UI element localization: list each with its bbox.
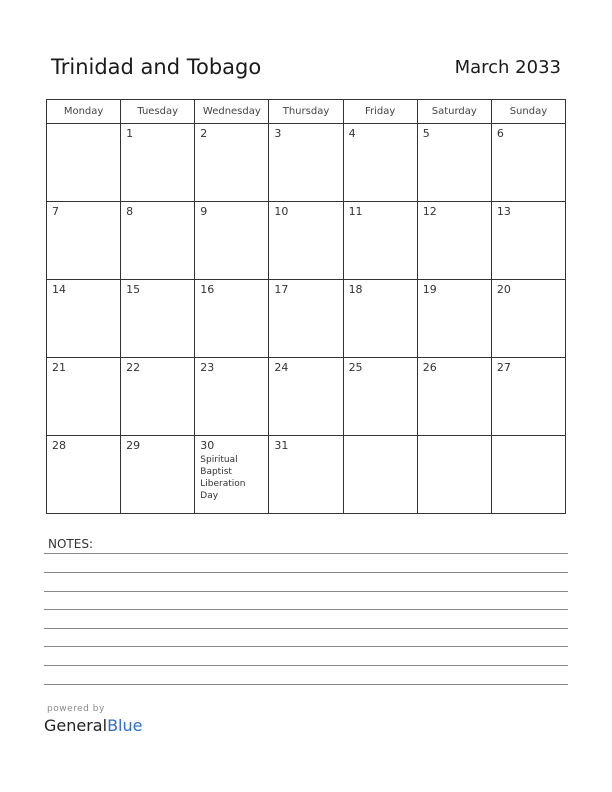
- day-number: 13: [496, 205, 511, 218]
- day-number: 23: [200, 361, 215, 374]
- calendar-country-title: Trinidad and Tobago: [51, 55, 262, 79]
- calendar-month-title: March 2033: [454, 57, 561, 78]
- calendar-day-cell: [121, 280, 195, 358]
- calendar-grid: [46, 99, 566, 514]
- day-number: 18: [348, 283, 363, 296]
- day-number: 10: [274, 205, 289, 218]
- calendar-week-row: [47, 358, 566, 436]
- day-number: 2: [200, 127, 208, 140]
- note-line: [44, 553, 568, 554]
- weekday-header: Sunday: [491, 100, 565, 124]
- calendar-day-cell: [417, 436, 491, 514]
- calendar-day-cell: [47, 202, 121, 280]
- weekday-header-row: [47, 100, 566, 124]
- day-number: 14: [52, 283, 66, 296]
- day-number: 26: [422, 361, 437, 374]
- holiday-label: Spiritual Baptist Liberation Day: [200, 455, 246, 501]
- note-line: [44, 591, 568, 592]
- weekday-header: Thursday: [269, 100, 343, 124]
- weekday-header: Tuesday: [121, 100, 195, 124]
- note-line: [44, 609, 568, 610]
- calendar-day-cell: [121, 436, 195, 514]
- day-number: 6: [496, 127, 504, 140]
- weekday-header: Friday: [343, 100, 417, 124]
- calendar-week-row: [47, 436, 566, 514]
- calendar-day-cell: [269, 436, 343, 514]
- day-number: 31: [274, 439, 289, 452]
- calendar-day-cell: [491, 202, 565, 280]
- note-line: [44, 665, 568, 666]
- calendar-day-cell: [417, 124, 491, 202]
- calendar-day-cell: [269, 202, 343, 280]
- calendar-day-cell: [47, 358, 121, 436]
- calendar-day-cell: [121, 358, 195, 436]
- day-number: 25: [348, 361, 363, 374]
- calendar-day-cell: [121, 124, 195, 202]
- powered-by-text: powered by: [47, 704, 105, 714]
- weekday-header: Wednesday: [195, 100, 269, 124]
- calendar-week-row: [47, 202, 566, 280]
- day-number: 24: [274, 361, 289, 374]
- day-number: 9: [200, 205, 208, 218]
- day-number: 5: [422, 127, 430, 140]
- calendar-day-cell: [491, 358, 565, 436]
- calendar-day-cell: [343, 280, 417, 358]
- calendar-day-cell: [491, 436, 565, 514]
- calendar-day-cell: [269, 358, 343, 436]
- day-number: 30: [200, 439, 215, 452]
- brand-text-general: General: [44, 716, 108, 735]
- calendar-day-cell: [195, 124, 269, 202]
- calendar-day-cell: [121, 202, 195, 280]
- calendar-day-cell: [47, 436, 121, 514]
- notes-label: NOTES:: [48, 537, 93, 551]
- day-number: 17: [274, 283, 289, 296]
- calendar-day-cell: [269, 124, 343, 202]
- calendar-day-cell: [195, 202, 269, 280]
- day-number: 8: [126, 205, 134, 218]
- weekday-header: Monday: [47, 100, 121, 124]
- calendar-day-cell: [195, 280, 269, 358]
- calendar-week-row: [47, 280, 566, 358]
- calendar-day-cell: [343, 124, 417, 202]
- calendar-day-cell: [195, 358, 269, 436]
- day-number: 12: [422, 205, 437, 218]
- calendar-day-cell: [195, 436, 269, 514]
- calendar-day-cell: [343, 436, 417, 514]
- day-number: 15: [126, 283, 141, 296]
- calendar-day-cell: [417, 358, 491, 436]
- day-number: 20: [496, 283, 511, 296]
- calendar-day-cell: [417, 280, 491, 358]
- calendar-day-cell: [47, 280, 121, 358]
- calendar-day-cell: [343, 202, 417, 280]
- day-number: 29: [126, 439, 141, 452]
- day-number: 19: [422, 283, 437, 296]
- note-line: [44, 628, 568, 629]
- calendar-day-cell: [417, 202, 491, 280]
- calendar-day-cell: [491, 124, 565, 202]
- note-line: [44, 646, 568, 647]
- day-number: 16: [200, 283, 215, 296]
- calendar-day-cell: [269, 280, 343, 358]
- day-number: 28: [52, 439, 66, 452]
- weekday-header: Saturday: [417, 100, 491, 124]
- day-number: 22: [126, 361, 141, 374]
- day-number: 7: [52, 205, 59, 218]
- day-number: 1: [126, 127, 134, 140]
- day-number: 11: [348, 205, 363, 218]
- generalblue-logo: [44, 716, 142, 735]
- day-number: 3: [274, 127, 282, 140]
- note-line: [44, 572, 568, 573]
- day-number: 4: [348, 127, 356, 140]
- day-number: 21: [52, 361, 66, 374]
- calendar-day-cell: [343, 358, 417, 436]
- brand-text-blue: Blue: [107, 716, 143, 735]
- note-line: [44, 684, 568, 685]
- calendar-day-cell: [47, 124, 121, 202]
- calendar-week-row: [47, 124, 566, 202]
- calendar-day-cell: [491, 280, 565, 358]
- day-number: 27: [496, 361, 511, 374]
